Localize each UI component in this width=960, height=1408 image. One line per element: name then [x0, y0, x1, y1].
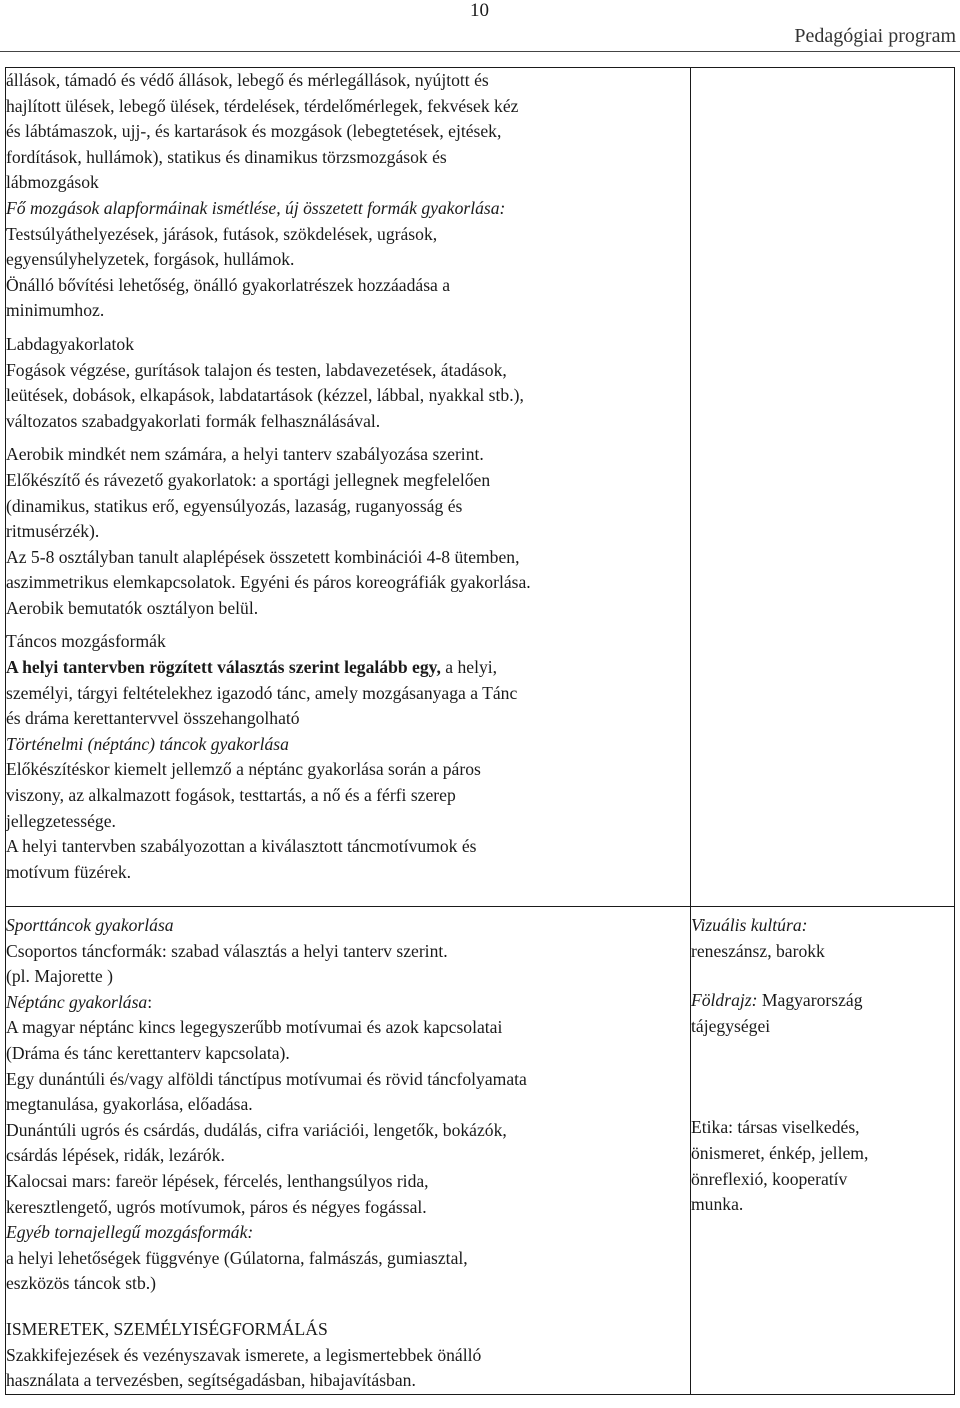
section-heading: Táncos mozgásformák: [6, 631, 166, 652]
section-heading: ISMERETEK, SZEMÉLYISÉGFORMÁLÁS: [6, 1318, 328, 1339]
page-number: 10: [470, 0, 489, 21]
content-table: [5, 67, 955, 1395]
paragraph-knowledge: ISMERETEK, SZEMÉLYISÉGFORMÁLÁS Szakkifejezések és vezényszavak ismerete, a legismertebbek önálló használata a tervezésben, segítségadásban, hibajavításban.: [6, 1318, 482, 1391]
page-header: [0, 0, 960, 54]
document-title: Pedagógiai program: [794, 25, 956, 47]
italic-heading: Fő mozgások alapformáinak ismétlése, új összetett formák gyakorlása:: [6, 197, 506, 218]
paragraph-dance: Táncos mozgásformák A helyi tantervben rögzített választás szerint legalább egy, a helyi, személyi, tárgyi feltételekhez igazodó tánc, amely mozgásanyaga a Tánc és dráma kerettantervvel összehangolható Történelmi (néptánc) táncok gyakorlása Előkészítéskor kiemelt jellemző a néptánc gyakorlása során a páros viszony, az alkalmazott fogások, testtartás, a nő és a férfi szerep jellegzetessége. A helyi tantervben szabályozottan a kiválasztott táncmotívumok és motívum füzérek.: [6, 631, 518, 882]
geography-link: Földrajz: Magyarország tájegységei: [691, 990, 863, 1036]
paragraph-aerobic: Aerobik mindkét nem számára, a helyi tanterv szabályozása szerint. Előkészítő és rávezető gyakorlatok: a sportági jellegnek megfelelően (dinamikus, statikus erő, egyensúlyozás, lazaság, ruganyosság és ritmusérzék). Az 5-8 osztályban tanult alaplépések összetett kombinációi 4-8 ütemben, aszimmetrikus elemkapcsolatok. Egyéni és páros koreográfiák gyakorlása. Aerobik bemutatók osztályon belül.: [6, 444, 531, 618]
connections-cell-empty: [691, 68, 955, 907]
ethics-link: Etika: társas viselkedés, önismeret, énkép, jellem, önreflexió, kooperatív munka.: [691, 1117, 869, 1215]
content-cell: [6, 907, 691, 1395]
content-cell: [6, 68, 691, 907]
italic-heading: Történelmi (néptánc) táncok gyakorlása: [6, 733, 289, 754]
paragraph: állások, támadó és védő állások, lebegő és mérlegállások, nyújtott és hajlított ülések, lebegő ülések, térdelések, térdelőmérlegek, fekvések kéz és lábtámaszok, ujj-, és kartarások és mozgások (lebegtetések, ejtések, fordítások, hullámok), statikus és dinamikus törzsmozgások és lábmozgások Fő mozgások alapformáinak ismétlése, új összetett formák gyakorlása: Testsúlyáthelyezések, járások, futások, szökdelések, ugrások, egyensúlyhelyzetek, forgások, hullámok. Önálló bővítési lehetőség, önálló gyakorlatrészek hozzáadása a minimumhoz.: [6, 70, 519, 321]
bold-text: A helyi tantervben rögzített választás szerint legalább egy,: [6, 657, 441, 678]
italic-heading: Sporttáncok gyakorlása: [6, 915, 174, 935]
connections-cell: [691, 907, 955, 1395]
paragraph-sport: Sporttáncok gyakorlása Csoportos táncformák: szabad választás a helyi tanterv szerint. (pl. Majorette ) Néptánc gyakorlása: A magyar néptánc kincs legegyszerűbb motívumai és azok kapcsolatai (Dráma és tánc kerettanterv kapcsolata). Egy dunántúli és/vagy alföldi tánctípus motívumai és rövid táncfolyamata megtanulása, gyakorlása, előadása. Dunántúli ugrós és csárdás, dudálás, cifra variációi, lengetők, bokázók, csárdás lépések, ridák, lezárók. Kalocsai mars: fareör lépések, fércelés, lenthangsúlyos rida, keresztlengető, ugrós motívumok, páros és négyes fogással. Egyéb tornajellegű mozgásformák: a helyi lehetőségek függvénye (Gúlatorna, falmászás, gumiasztal, eszközös táncok stb.): [6, 915, 527, 1294]
visual-culture-link: Vizuális kultúra: reneszánsz, barokk: [691, 915, 825, 961]
header-divider: [0, 51, 960, 52]
table-row: [6, 68, 955, 907]
italic-heading: Egyéb tornajellegű mozgásformák:: [6, 1222, 254, 1243]
section-heading: Labdagyakorlatok: [6, 333, 134, 354]
table-row: [6, 907, 955, 1395]
paragraph-ball: Labdagyakorlatok Fogások végzése, gurítások talajon és testen, labdavezetések, átadások, leütések, dobások, elkapások, labdatartások (kézzel, lábbal, nyakkal stb.), változatos szabadgyakorlati formák felhasználásával.: [6, 333, 524, 431]
italic-heading: Néptánc gyakorlása: [6, 991, 148, 1012]
